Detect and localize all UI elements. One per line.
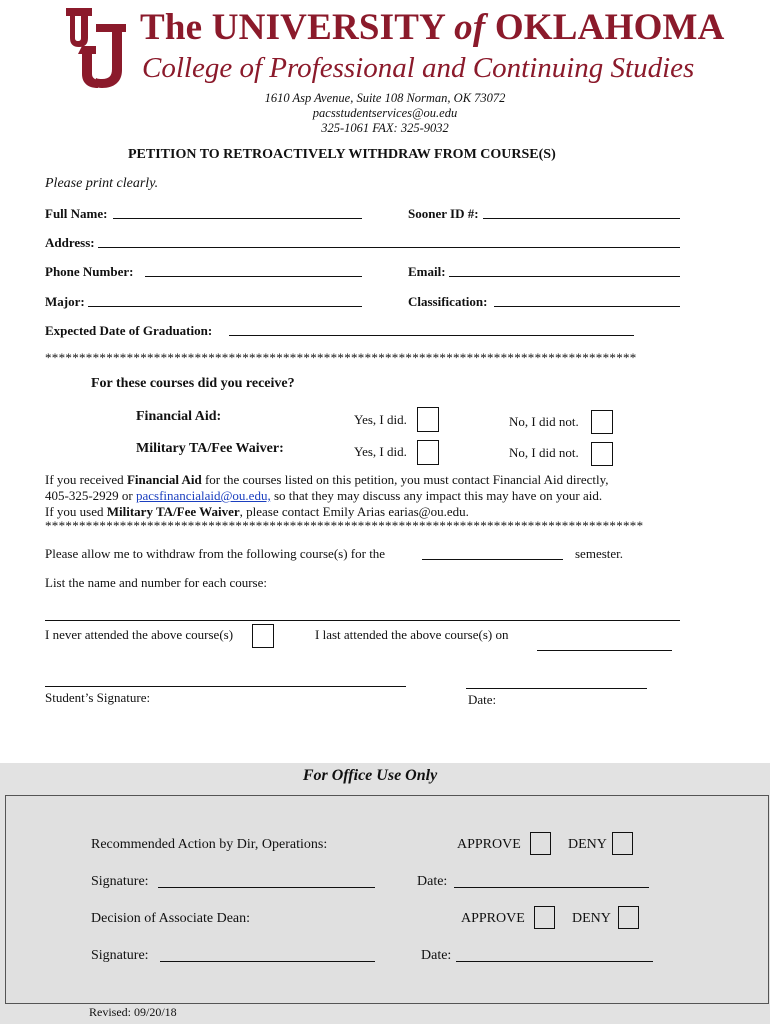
separator-line-2: **************************************************************************************** <box>45 518 644 533</box>
withdraw-text: Please allow me to withdraw from the following course(s) for the <box>45 546 386 561</box>
last-attended-label: I last attended the above course(s) on <box>315 627 509 642</box>
courses-field[interactable] <box>45 620 680 621</box>
never-attended-label: I never attended the above course(s) <box>45 627 234 642</box>
courses-question: For these courses did you receive? <box>91 376 295 391</box>
student-signature-label: Student’s Signature: <box>45 690 151 705</box>
student-date-field[interactable] <box>466 688 647 689</box>
classification-label: Classification: <box>408 294 488 309</box>
military-yes-label: Yes, I did. <box>354 444 407 459</box>
graduation-field[interactable] <box>229 335 634 336</box>
notice-line-3: If you used Military TA/Fee Waiver, please contact Emily Arias earias@ou.edu. <box>45 504 469 519</box>
separator-line: *************************************************************************************** <box>45 350 637 365</box>
list-courses-text: List the name and number for each course: <box>45 575 267 590</box>
recommended-deny-checkbox[interactable] <box>612 832 633 855</box>
sooner-id-label: Sooner ID #: <box>408 206 479 221</box>
military-label: Military TA/Fee Waiver: <box>136 441 284 456</box>
instruction-text: Please print clearly. <box>45 176 159 191</box>
recommended-deny-label: DENY <box>568 837 607 852</box>
financial-aid-email-link[interactable]: pacsfinancialaid@ou.edu, <box>136 488 271 503</box>
financial-aid-label: Financial Aid: <box>136 409 222 424</box>
decision-deny-label: DENY <box>572 911 611 926</box>
financial-aid-no-checkbox[interactable] <box>591 410 613 434</box>
semester-field[interactable] <box>422 559 563 560</box>
student-date-label: Date: <box>468 692 497 707</box>
military-no-label: No, I did not. <box>509 445 579 460</box>
full-name-label: Full Name: <box>45 206 108 221</box>
decision-approve-label: APPROVE <box>461 911 525 926</box>
form-title: PETITION TO RETROACTIVELY WITHDRAW FROM COURSE(S) <box>128 147 556 162</box>
ou-logo-icon <box>62 2 132 90</box>
email-label: Email: <box>408 264 446 279</box>
email-field[interactable] <box>449 276 680 277</box>
phone-fax-line: 325-1061 FAX: 325-9032 <box>321 121 449 135</box>
signature-2-field[interactable] <box>160 961 375 962</box>
office-use-heading: For Office Use Only <box>302 767 438 784</box>
date-1-label: Date: <box>417 874 448 889</box>
address-label: Address: <box>45 235 95 250</box>
military-no-checkbox[interactable] <box>591 442 613 466</box>
decision-deny-checkbox[interactable] <box>618 906 639 929</box>
decision-approve-checkbox[interactable] <box>534 906 555 929</box>
full-name-field[interactable] <box>113 218 362 219</box>
email-line: pacsstudentservices@ou.edu <box>312 106 458 120</box>
date-2-field[interactable] <box>456 961 653 962</box>
last-attended-date-field[interactable] <box>537 650 672 651</box>
college-name: College of Professional and Continuing Studies <box>142 52 695 84</box>
recommended-label: Recommended Action by Dir, Operations: <box>91 837 328 852</box>
signature-2-label: Signature: <box>91 948 149 963</box>
address-line: 1610 Asp Avenue, Suite 108 Norman, OK 73072 <box>264 91 506 105</box>
financial-aid-yes-label: Yes, I did. <box>354 412 407 427</box>
recommended-approve-label: APPROVE <box>457 837 521 852</box>
semester-label: semester. <box>575 546 624 561</box>
university-name: The UNIVERSITY of OKLAHOMA <box>140 7 725 48</box>
notice-line-1: If you received Financial Aid for the courses listed on this petition, you must contact Financial Aid directly, <box>45 472 609 487</box>
date-2-label: Date: <box>421 948 452 963</box>
financial-aid-no-label: No, I did not. <box>509 414 579 429</box>
signature-1-field[interactable] <box>158 887 375 888</box>
address-field[interactable] <box>98 247 680 248</box>
major-label: Major: <box>45 294 85 309</box>
notice-line-2: 405-325-2929 or pacsfinancialaid@ou.edu, so that they may discuss any impact this may have on your aid. <box>45 488 603 503</box>
graduation-label: Expected Date of Graduation: <box>45 323 213 338</box>
classification-field[interactable] <box>494 306 680 307</box>
financial-aid-yes-checkbox[interactable] <box>417 407 439 432</box>
revised-date: Revised: 09/20/18 <box>89 1005 177 1019</box>
military-yes-checkbox[interactable] <box>417 440 439 465</box>
major-field[interactable] <box>88 306 362 307</box>
never-attended-checkbox[interactable] <box>252 624 274 648</box>
office-use-box <box>5 795 769 1004</box>
phone-field[interactable] <box>145 276 362 277</box>
recommended-approve-checkbox[interactable] <box>530 832 551 855</box>
sooner-id-field[interactable] <box>483 218 680 219</box>
signature-1-label: Signature: <box>91 874 149 889</box>
decision-label: Decision of Associate Dean: <box>91 911 251 926</box>
student-signature-field[interactable] <box>45 686 406 687</box>
date-1-field[interactable] <box>454 887 649 888</box>
phone-label: Phone Number: <box>45 264 134 279</box>
